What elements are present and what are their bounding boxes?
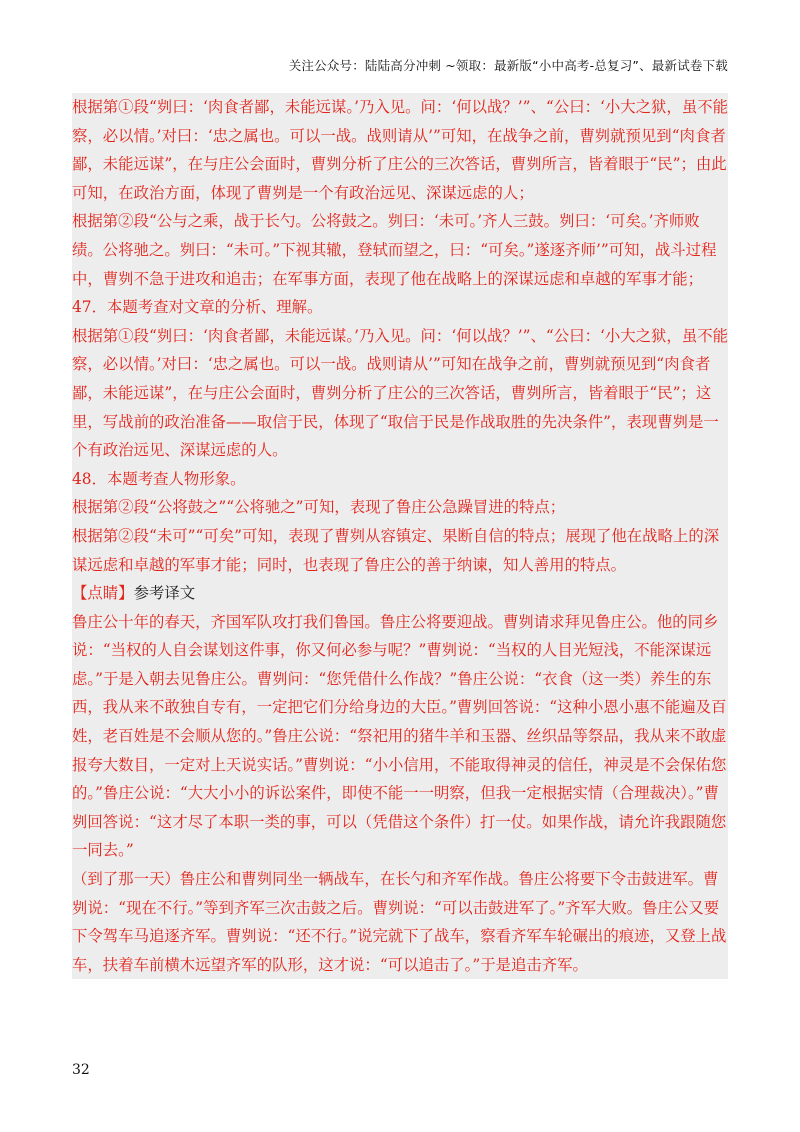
question-47-heading: 47．本题考查对文章的分析、理解。 — [72, 298, 323, 317]
tip-title: 参考译文 — [133, 584, 196, 603]
page-number: 32 — [72, 1062, 90, 1078]
question-48-answer-1: 根据第②段“公将鼓之”“公将驰之”可知，表现了鲁庄公急躁冒进的特点； — [72, 498, 566, 517]
answer-content — [72, 93, 728, 979]
paragraph-analysis-military: 根据第②段“公与之乘，战于长勺。公将鼓之。刿曰：‘未可。’齐人三鼓。刿曰：‘可矣。’齐师败绩。公将驰之。刿曰：“未可。”下视其辙，登轼而望之，曰：“可矣。”遂逐齐师’”可知，战斗过程中，曹刿不急于进攻和追击；在军事方面，表现了他在战略上的深谋远虑和卓越的军事才能； — [72, 212, 717, 288]
translation-paragraph-2: （到了那一天）鲁庄公和曹刿同坐一辆战车，在长勺和齐军作战。鲁庄公将要下令击鼓进军。曹刿说：“现在不行。”等到齐军三次击鼓之后。曹刿说：“可以击鼓进军了。”齐军大败。鲁庄公又要下令驾车马追逐齐军。曹刿说：“还不行。”说完就下了战车，察看齐军车轮碾出的痕迹，又登上战车，扶着车前横木远望齐军的队形，这才说：“可以追击了。”于是追击齐军。 — [72, 870, 727, 974]
question-48-answer-2: 根据第②段“未可”“可矣”可知，表现了曹刿从容镇定、果断自信的特点；展现了他在战略上的深谋远虑和卓越的军事才能；同时，也表现了鲁庄公的善于纳谏，知人善用的特点。 — [72, 526, 720, 574]
translation-paragraph-1: 鲁庄公十年的春天，齐国军队攻打我们鲁国。鲁庄公将要迎战。曹刿请求拜见鲁庄公。他的同乡说：“当权的人自会谋划这件事，你又何必参与呢？”曹刿说：“当权的人目光短浅，不能深谋远虑。”于是入朝去见鲁庄公。曹刿问：“您凭借什么作战？”鲁庄公说：“衣食（这一类）养生的东西，我从来不敢独自专有，一定把它们分给身边的大臣。”曹刿回答说：“这种小恩小惠不能遍及百姓，老百姓是不会顺从您的。”鲁庄公说：“祭祀用的猪牛羊和玉器、丝织品等祭品，我从来不敢虚报夸大数目，一定对上天说实话。”曹刿说：“小小信用，不能取得神灵的信任，神灵是不会保佑您的。”鲁庄公说：“大大小小的诉讼案件，即使不能一一明察，但我一定根据实情（合理裁决）。”曹刿回答说：“这才尽了本职一类的事，可以（凭借这个条件）打一仗。如果作战，请允许我跟随您一同去。” — [72, 612, 727, 860]
paragraph-analysis-politics: 根据第①段“刿曰：‘肉食者鄙，未能远谋。’乃入见。问：‘何以战？’”、“公曰：‘小大之狱，虽不能察，必以情。’对曰：‘忠之属也。可以一战。战则请从’”可知，在战争之前，曹刿就预见到“肉食者鄙，未能远谋”，在与庄公会面时，曹刿分析了庄公的三次答话，曹刿所言，皆着眼于“民”；由此可知，在政治方面，体现了曹刿是一个有政治远见、深谋远虑的人； — [72, 98, 728, 202]
page-header: 关注公众号：陆陆高分冲刺 ~领取：最新版“小中高考-总复习”、最新试卷下载 — [288, 58, 728, 73]
question-47-answer: 根据第①段“刿曰：‘肉食者鄙，未能远谋。’乃入见。问：‘何以战？’”、“公曰：‘小大之狱，虽不能察，必以情。’对曰：‘忠之属也。可以一战。战则请从’”可知在战争之前，曹刿就预见到“肉食者鄙，未能远谋”，在与庄公会面时，曹刿分析了庄公的三次答话，曹刿所言，皆着眼于“民”；这里，写战前的政治准备——取信于民，体现了“取信于民是作战取胜的先决条件”，表现曹刿是一个有政治远见、深谋远虑的人。 — [72, 326, 728, 460]
tip-mark: 【点睛】 — [72, 584, 134, 603]
tip-heading — [72, 579, 728, 608]
question-48-heading: 48．本题考查人物形象。 — [72, 469, 246, 488]
